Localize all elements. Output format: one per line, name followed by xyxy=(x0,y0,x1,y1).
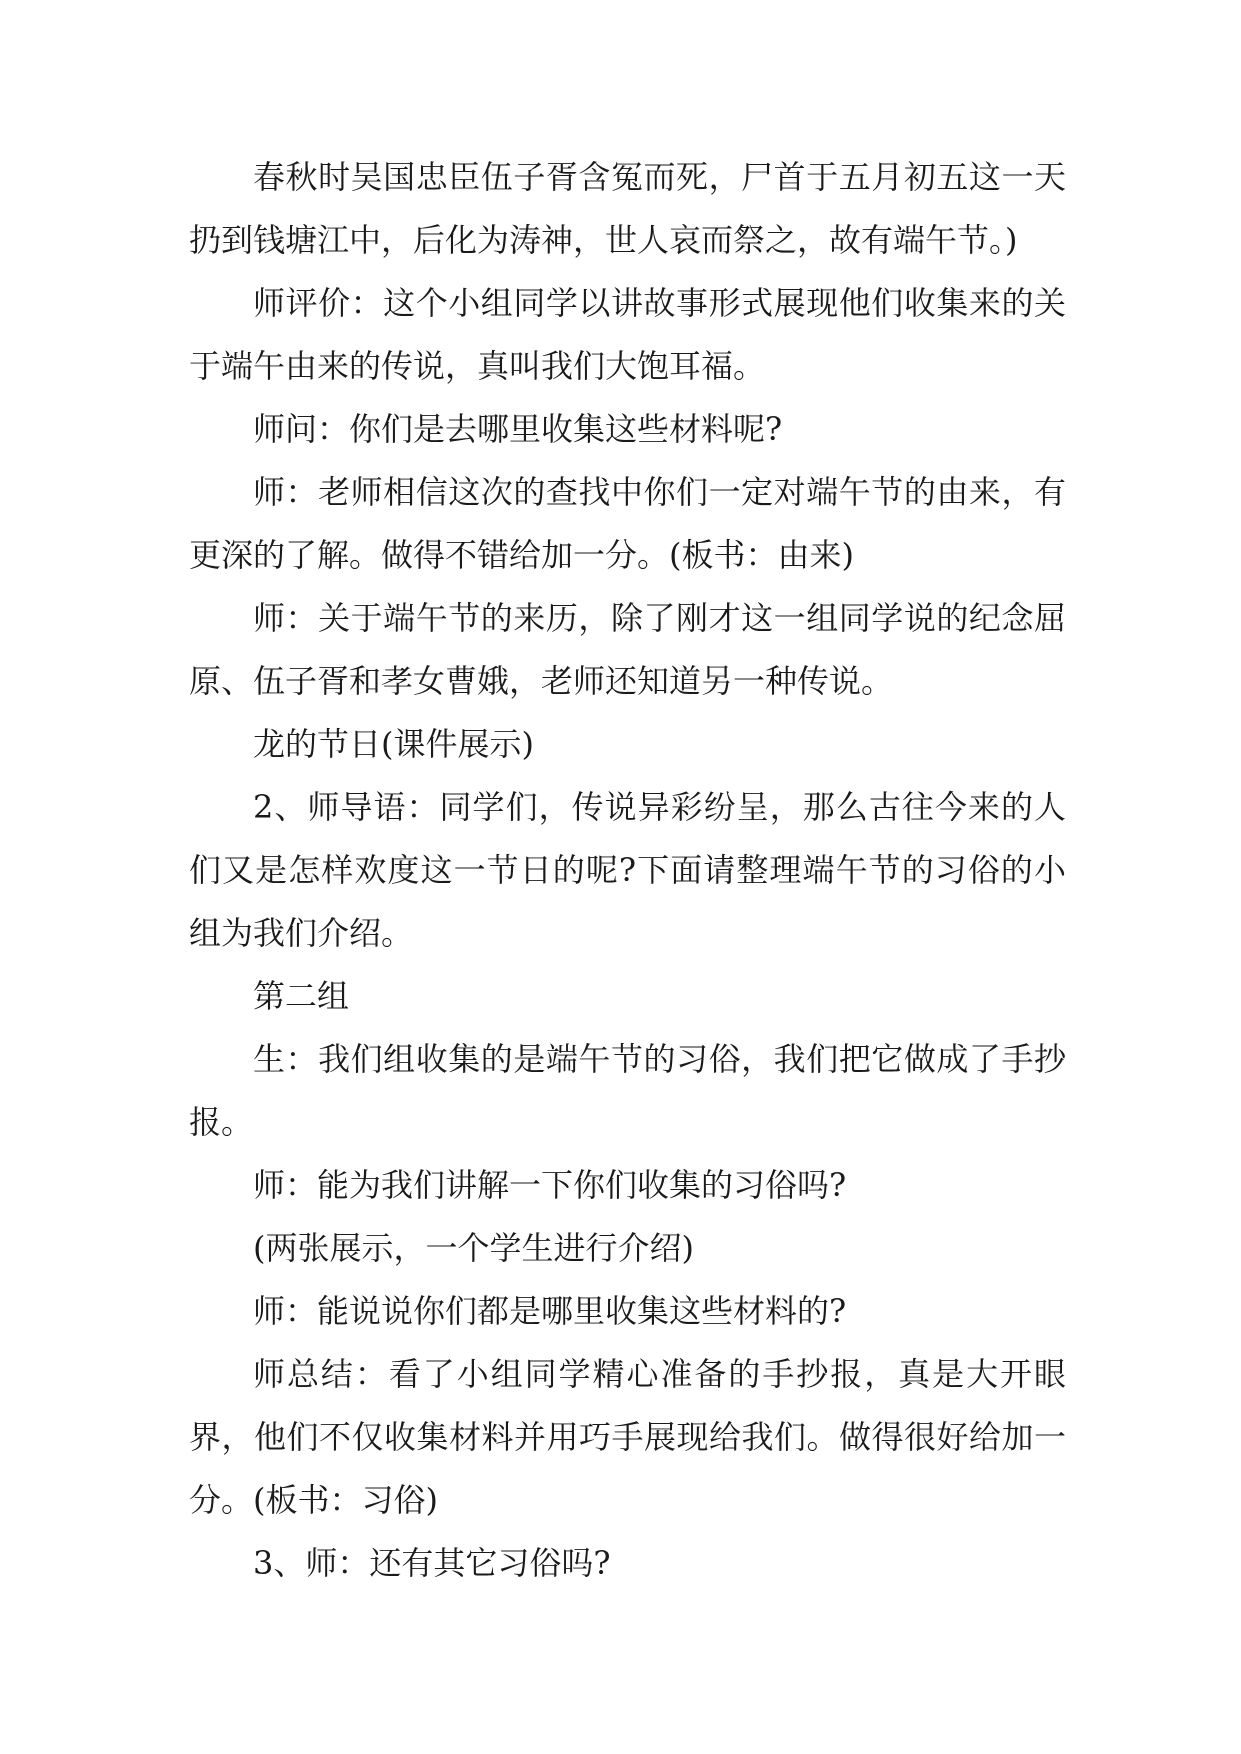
paragraph: 2、师导语：同学们，传说异彩纷呈，那么古往今来的人们又是怎样欢度这一节日的呢?下面请整理端午节的习俗的小组为我们介绍。 xyxy=(189,788,1066,952)
paragraph: 师：能为我们讲解一下你们收集的习俗吗? xyxy=(253,1166,847,1204)
paragraph: 师：老师相信这次的查找中你们一定对端午节的由来，有更深的了解。做得不错给加一分。(板书：由来) xyxy=(189,473,1066,574)
paragraph: 生：我们组收集的是端午节的习俗，我们把它做成了手抄报。 xyxy=(189,1040,1066,1141)
paragraph: (两张展示，一个学生进行介绍) xyxy=(253,1229,694,1267)
paragraph: 师评价：这个小组同学以讲故事形式展现他们收集来的关于端午由来的传说，真叫我们大饱耳福。 xyxy=(189,284,1066,385)
paragraph: 师：关于端午节的来历，除了刚才这一组同学说的纪念屈原、伍子胥和孝女曹娥，老师还知道另一种传说。 xyxy=(189,599,1066,700)
paragraph: 3、师：还有其它习俗吗? xyxy=(253,1544,611,1582)
paragraph: 师总结：看了小组同学精心准备的手抄报，真是大开眼界，他们不仅收集材料并用巧手展现给我们。做得很好给加一分。(板书：习俗) xyxy=(189,1355,1066,1519)
paragraph: 春秋时吴国忠臣伍子胥含冤而死，尸首于五月初五这一天扔到钱塘江中，后化为涛神，世人哀而祭之，故有端午节。) xyxy=(189,158,1066,259)
paragraph: 师问：你们是去哪里收集这些材料呢? xyxy=(253,410,783,448)
paragraph: 第二组 xyxy=(253,977,350,1015)
body-text xyxy=(189,146,1066,1595)
paragraph: 龙的节日(课件展示) xyxy=(253,725,534,763)
paragraph: 师：能说说你们都是哪里收集这些材料的? xyxy=(253,1292,847,1330)
